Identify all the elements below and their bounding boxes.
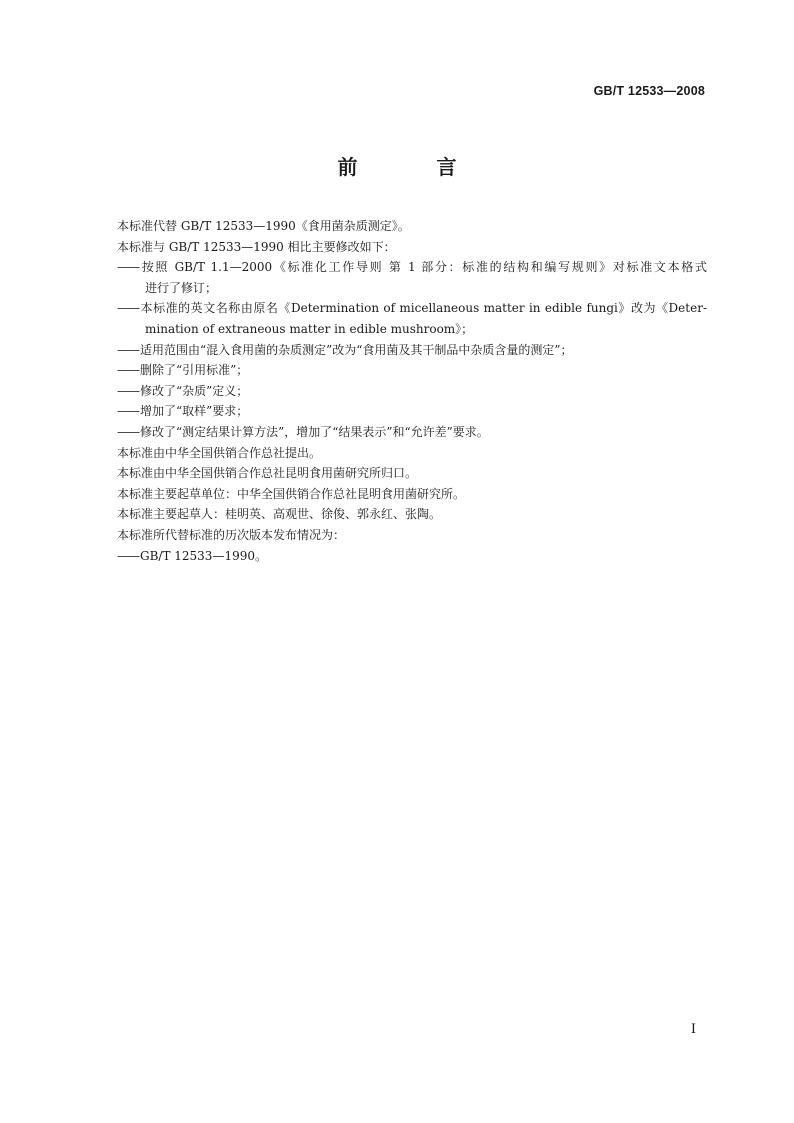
dash-marker: —— xyxy=(117,301,139,316)
list-item xyxy=(117,360,707,381)
list-item xyxy=(117,401,707,422)
list-item-text: 按照 GB/T 1.1—2000《标准化工作导则 第 1 部分：标准的结构和编写规则》对标准文本格式 xyxy=(140,260,707,275)
paragraph: 本标准由中华全国供销合作总社昆明食用菌研究所归口。 xyxy=(117,466,418,481)
paragraph: 本标准所代替标准的历次版本发布情况为： xyxy=(117,527,346,542)
list-item-text: GB/T 12533—1990。 xyxy=(140,548,267,563)
page-number: I xyxy=(690,1022,696,1037)
dash-marker: —— xyxy=(117,383,139,398)
list-item xyxy=(117,381,707,402)
paragraph: 本标准代替 GB/T 12533—1990《食用菌杂质测定》。 xyxy=(117,219,410,233)
list-item-continuation: mination of extraneous matter in edible mushroom》； xyxy=(145,321,474,336)
page-title: 前 言 xyxy=(337,155,493,179)
list-item-text: 修改了“测定结果计算方法”，增加了“结果表示”和“允许差”要求。 xyxy=(140,424,489,439)
list-item-text: 增加了“取样”要求； xyxy=(140,404,249,419)
paragraph: 本标准主要起草人：桂明英、高观世、徐俊、郭永红、张陶。 xyxy=(117,507,442,522)
list-item xyxy=(117,298,707,319)
dash-marker: —— xyxy=(117,342,139,357)
list-item-text: 修改了“杂质”定义； xyxy=(140,383,249,398)
list-item xyxy=(117,340,707,361)
list-item-text: 删除了“引用标准”； xyxy=(140,363,249,378)
dash-marker: —— xyxy=(117,548,139,563)
list-item-text: 本标准的英文名称由原名《Determination of micellaneous matter in edible fungi》改为《Deter- xyxy=(140,301,707,316)
dash-marker: —— xyxy=(117,260,139,275)
paragraph: 本标准由中华全国供销合作总社提出。 xyxy=(117,445,322,460)
list-item-continuation: 进行了修订； xyxy=(145,280,218,295)
paragraph: 本标准主要起草单位：中华全国供销合作总社昆明食用菌研究所。 xyxy=(117,486,466,501)
dash-marker: —— xyxy=(117,424,139,439)
list-item-text: 适用范围由“混入食用菌的杂质测定”改为“食用菌及其干制品中杂质含量的测定”； xyxy=(140,342,573,357)
list-item xyxy=(117,257,707,278)
standard-code: GB/T 12533—2008 xyxy=(593,84,705,98)
paragraph: 本标准与 GB/T 12533—1990 相比主要修改如下： xyxy=(117,239,396,254)
dash-marker: —— xyxy=(117,404,139,419)
dash-marker: —— xyxy=(117,363,139,378)
foreword-body xyxy=(117,216,707,566)
list-item xyxy=(117,422,707,443)
list-item xyxy=(117,546,707,567)
